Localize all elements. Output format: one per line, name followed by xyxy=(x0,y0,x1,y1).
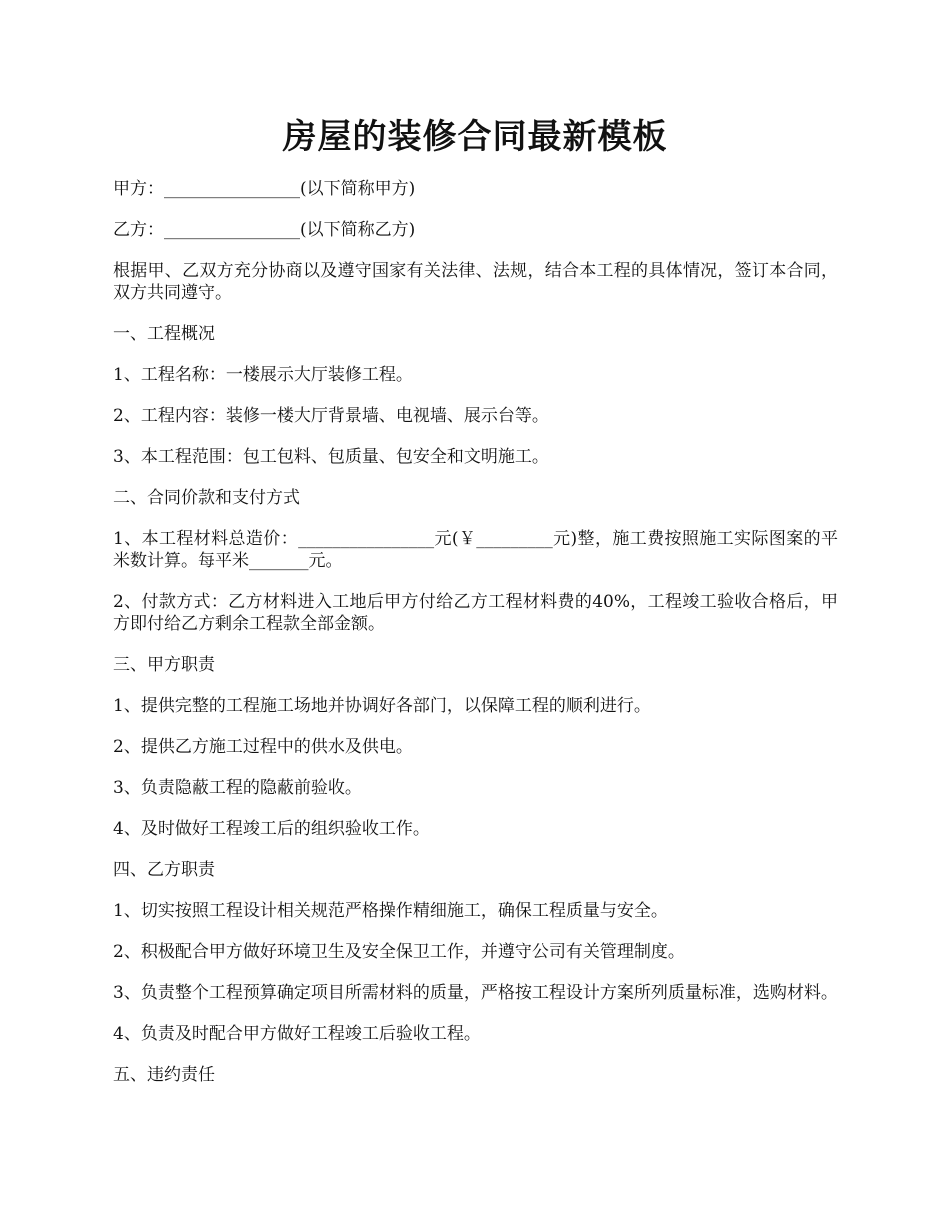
section-heading: 四、乙方职责 xyxy=(113,860,215,880)
clause-paragraph: 3、负责隐蔽工程的隐蔽前验收。 xyxy=(113,778,362,798)
party-b-line: 乙方：________________(以下简称乙方) xyxy=(113,220,416,240)
section-heading: 二、合同价款和支付方式 xyxy=(113,488,300,508)
section-heading: 三、甲方职责 xyxy=(113,655,215,675)
clause-paragraph: 2、工程内容：装修一楼大厅背景墙、电视墙、展示台等。 xyxy=(113,406,549,426)
section-heading: 一、工程概况 xyxy=(113,324,215,344)
clause-paragraph: 3、本工程范围：包工包料、包质量、包安全和文明施工。 xyxy=(113,447,549,467)
section-heading: 五、违约责任 xyxy=(113,1065,215,1085)
document-body xyxy=(113,178,838,1105)
document-title: 房屋的装修合同最新模板 xyxy=(282,117,668,157)
clause-paragraph: 2、积极配合甲方做好环境卫生及安全保卫工作，并遵守公司有关管理制度。 xyxy=(113,942,685,962)
clause-paragraph: 3、负责整个工程预算确定项目所需材料的质量，严格按工程设计方案所列质量标准，选购材料。 xyxy=(113,983,838,1003)
clause-paragraph: 2、付款方式：乙方材料进入工地后甲方付给乙方工程材料费的40%，工程竣工验收合格后，甲方即付给乙方剩余工程款全部金额。 xyxy=(113,592,838,634)
clause-paragraph: 4、及时做好工程竣工后的组织验收工作。 xyxy=(113,819,430,839)
clause-paragraph: 1、切实按照工程设计相关规范严格操作精细施工，确保工程质量与安全。 xyxy=(113,901,668,921)
clause-paragraph: 4、负责及时配合甲方做好工程竣工后验收工程。 xyxy=(113,1024,481,1044)
clause-paragraph: 1、工程名称：一楼展示大厅装修工程。 xyxy=(113,365,413,385)
preamble-paragraph: 根据甲、乙双方充分协商以及遵守国家有关法律、法规，结合本工程的具体情况，签订本合同，双方共同遵守。 xyxy=(113,261,838,303)
party-a-line: 甲方：________________(以下简称甲方) xyxy=(113,179,416,199)
clause-paragraph: 1、提供完整的工程施工场地并协调好各部门，以保障工程的顺利进行。 xyxy=(113,696,651,716)
clause-paragraph: 2、提供乙方施工过程中的供水及供电。 xyxy=(113,737,413,757)
clause-paragraph: 1、本工程材料总造价：________________元(￥_________元)整，施工费按照施工实际图案的平米数计算。每平米_______元。 xyxy=(113,529,838,571)
